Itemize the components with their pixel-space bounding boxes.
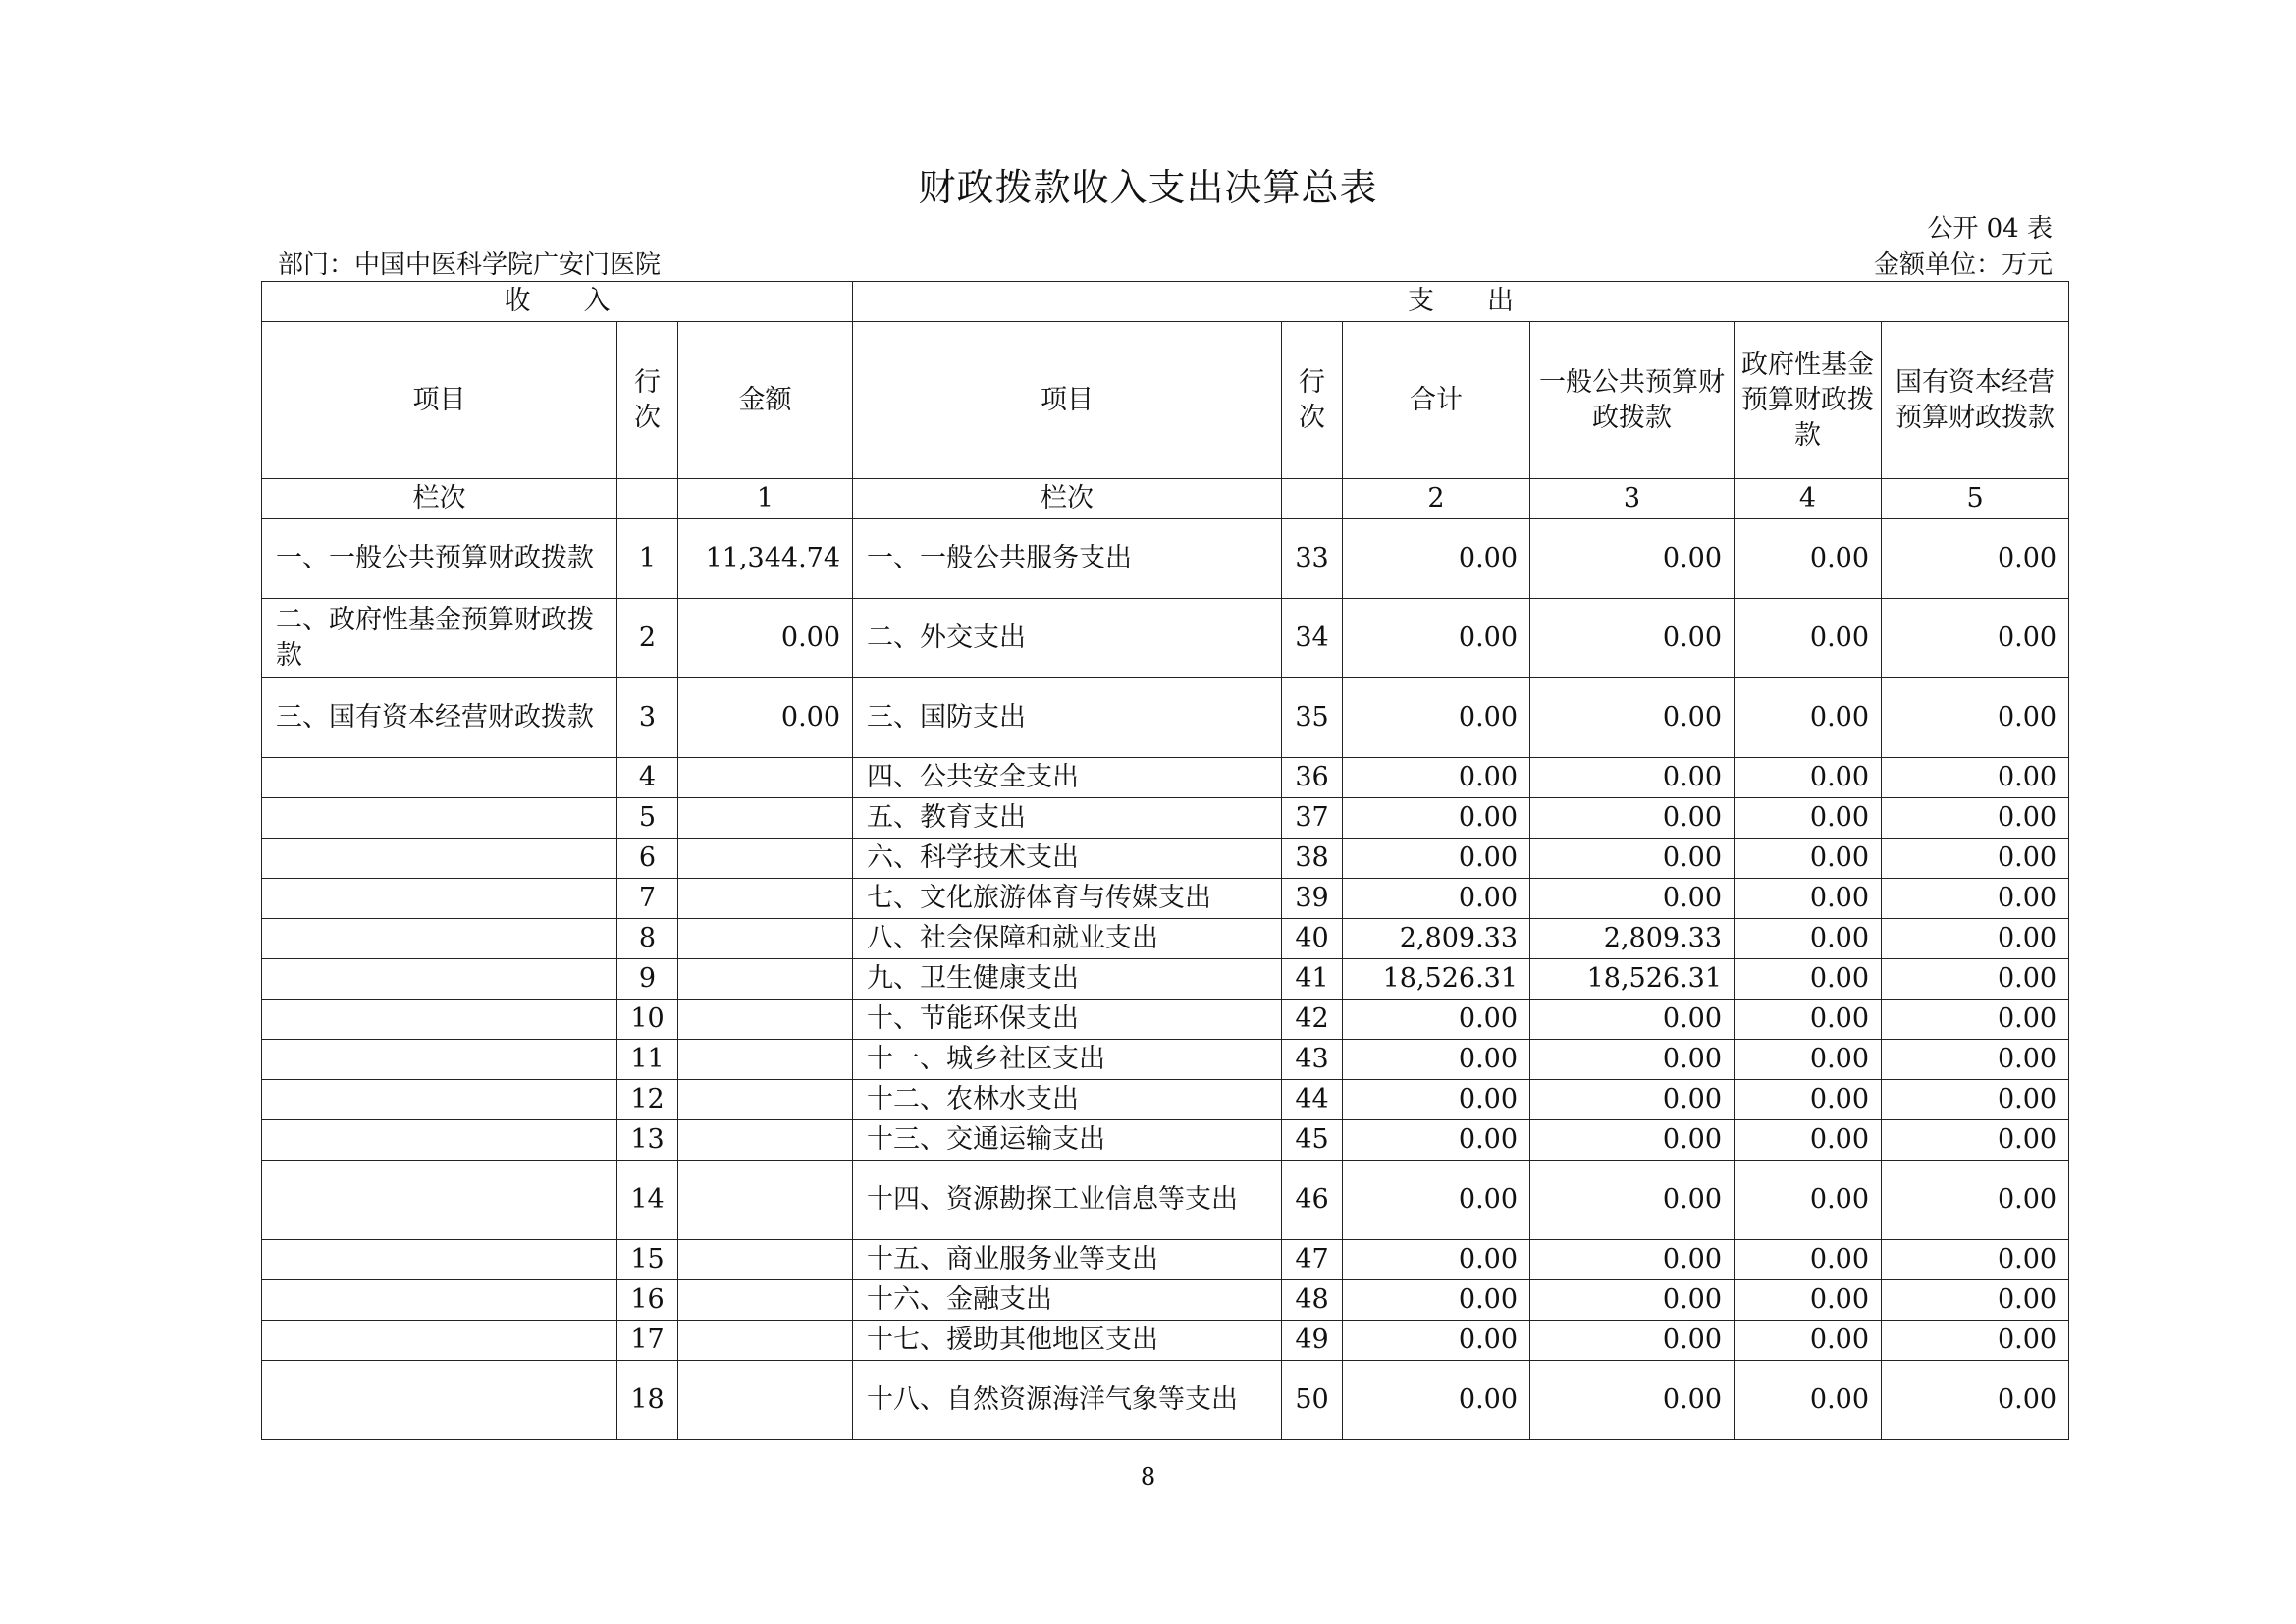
total-cell: 0.00: [1343, 678, 1530, 758]
income-row-no-cell: 8: [617, 919, 678, 959]
income-row-no-cell: 13: [617, 1120, 678, 1161]
state-capital-cell: 0.00: [1882, 519, 2069, 599]
expense-item-cell: 十三、交通运输支出: [853, 1120, 1282, 1161]
amount-unit-label: 金额单位：万元: [1873, 250, 2053, 280]
general-budget-cell: 0.00: [1530, 1120, 1735, 1161]
income-item-cell: [262, 879, 617, 919]
expense-item-cell: 六、科学技术支出: [853, 839, 1282, 879]
state-capital-cell: 0.00: [1882, 1161, 2069, 1240]
expense-row-no-cell: 43: [1282, 1040, 1343, 1080]
expense-row-no-cell: 39: [1282, 879, 1343, 919]
income-item-cell: [262, 1000, 617, 1040]
expense-item-cell: 七、文化旅游体育与传媒支出: [853, 879, 1282, 919]
income-item-cell: [262, 1280, 617, 1321]
gov-fund-cell: 0.00: [1735, 1321, 1882, 1361]
total-cell: 18,526.31: [1343, 959, 1530, 1000]
total-cell: 0.00: [1343, 758, 1530, 798]
income-row-no-cell: 12: [617, 1080, 678, 1120]
income-row-no-cell: 1: [617, 519, 678, 599]
expense-row-no-cell: 50: [1282, 1361, 1343, 1440]
state-capital-cell: 0.00: [1882, 959, 2069, 1000]
header-income-row-no: 行次: [617, 322, 678, 479]
state-capital-cell: 0.00: [1882, 879, 2069, 919]
income-amount-cell: [678, 839, 853, 879]
page-number: 8: [1140, 1463, 1156, 1490]
income-amount-cell: [678, 879, 853, 919]
header-income-amount: 金额: [678, 322, 853, 479]
income-item-cell: [262, 959, 617, 1000]
general-budget-cell: 0.00: [1530, 678, 1735, 758]
income-item-cell: [262, 839, 617, 879]
income-amount-cell: [678, 1120, 853, 1161]
income-amount-cell: [678, 1080, 853, 1120]
income-amount-cell: [678, 1040, 853, 1080]
gov-fund-cell: 0.00: [1735, 758, 1882, 798]
income-section-header: 收 入: [262, 282, 853, 322]
gov-fund-cell: 0.00: [1735, 1080, 1882, 1120]
expense-item-cell: 十一、城乡社区支出: [853, 1040, 1282, 1080]
income-amount-cell: 0.00: [678, 678, 853, 758]
gov-fund-cell: 0.00: [1735, 599, 1882, 678]
state-capital-cell: 0.00: [1882, 1361, 2069, 1440]
income-amount-cell: [678, 1280, 853, 1321]
total-cell: 0.00: [1343, 599, 1530, 678]
income-amount-cell: 11,344.74: [678, 519, 853, 599]
general-budget-cell: 0.00: [1530, 758, 1735, 798]
budget-table: [261, 281, 2069, 1440]
expense-row-no-cell: 48: [1282, 1280, 1343, 1321]
state-capital-cell: 0.00: [1882, 1280, 2069, 1321]
table-row: [262, 1161, 2069, 1240]
header-expense-row-no: 行次: [1282, 322, 1343, 479]
income-row-no-cell: 5: [617, 798, 678, 839]
gov-fund-cell: 0.00: [1735, 1240, 1882, 1280]
total-cell: 0.00: [1343, 1280, 1530, 1321]
income-row-no-cell: 18: [617, 1361, 678, 1440]
gov-fund-cell: 0.00: [1735, 519, 1882, 599]
state-capital-cell: 0.00: [1882, 758, 2069, 798]
expense-row-no-cell: 41: [1282, 959, 1343, 1000]
general-budget-cell: 0.00: [1530, 839, 1735, 879]
index-col-5: 5: [1882, 479, 2069, 519]
general-budget-cell: 0.00: [1530, 798, 1735, 839]
index-income-label: 栏次: [262, 479, 617, 519]
income-row-no-cell: 7: [617, 879, 678, 919]
expense-row-no-cell: 45: [1282, 1120, 1343, 1161]
department-label: 部门：中国中医科学院广安门医院: [278, 250, 662, 280]
table-row: [262, 839, 2069, 879]
expense-section-header: 支 出: [853, 282, 2069, 322]
expense-row-no-cell: 46: [1282, 1161, 1343, 1240]
total-cell: 0.00: [1343, 839, 1530, 879]
table-row: [262, 1321, 2069, 1361]
income-row-no-cell: 4: [617, 758, 678, 798]
form-number: 公开 04 表: [1927, 214, 2053, 244]
expense-item-cell: 十六、金融支出: [853, 1280, 1282, 1321]
table-row: [262, 758, 2069, 798]
gov-fund-cell: 0.00: [1735, 1361, 1882, 1440]
income-amount-cell: [678, 798, 853, 839]
expense-item-cell: 四、公共安全支出: [853, 758, 1282, 798]
expense-row-no-cell: 34: [1282, 599, 1343, 678]
general-budget-cell: 0.00: [1530, 599, 1735, 678]
gov-fund-cell: 0.00: [1735, 1000, 1882, 1040]
total-cell: 0.00: [1343, 1000, 1530, 1040]
total-cell: 0.00: [1343, 1120, 1530, 1161]
expense-item-cell: 十七、援助其他地区支出: [853, 1321, 1282, 1361]
income-row-no-cell: 15: [617, 1240, 678, 1280]
income-amount-cell: [678, 1361, 853, 1440]
total-cell: 0.00: [1343, 1080, 1530, 1120]
table-row: [262, 678, 2069, 758]
table-row: [262, 798, 2069, 839]
expense-item-cell: 十四、资源勘探工业信息等支出: [853, 1161, 1282, 1240]
gov-fund-cell: 0.00: [1735, 959, 1882, 1000]
income-item-cell: [262, 1040, 617, 1080]
income-amount-cell: [678, 919, 853, 959]
income-amount-cell: [678, 758, 853, 798]
expense-row-no-cell: 42: [1282, 1000, 1343, 1040]
expense-row-no-cell: 36: [1282, 758, 1343, 798]
total-cell: 0.00: [1343, 1161, 1530, 1240]
total-cell: 2,809.33: [1343, 919, 1530, 959]
expense-item-cell: 三、国防支出: [853, 678, 1282, 758]
income-amount-cell: [678, 1240, 853, 1280]
general-budget-cell: 0.00: [1530, 1280, 1735, 1321]
table-row: [262, 1361, 2069, 1440]
document-title: 财政拨款收入支出决算总表: [918, 166, 1378, 209]
state-capital-cell: 0.00: [1882, 919, 2069, 959]
state-capital-cell: 0.00: [1882, 1321, 2069, 1361]
income-row-no-cell: 11: [617, 1040, 678, 1080]
table-row: [262, 1240, 2069, 1280]
total-cell: 0.00: [1343, 798, 1530, 839]
state-capital-cell: 0.00: [1882, 798, 2069, 839]
income-item-cell: [262, 798, 617, 839]
index-col-2: 2: [1343, 479, 1530, 519]
gov-fund-cell: 0.00: [1735, 1280, 1882, 1321]
income-item-cell: [262, 1321, 617, 1361]
income-row-no-cell: 3: [617, 678, 678, 758]
table-row: [262, 959, 2069, 1000]
income-amount-cell: [678, 1321, 853, 1361]
income-item-cell: [262, 919, 617, 959]
expense-item-cell: 十五、商业服务业等支出: [853, 1240, 1282, 1280]
expense-row-no-cell: 33: [1282, 519, 1343, 599]
expense-row-no-cell: 47: [1282, 1240, 1343, 1280]
income-item-cell: [262, 1080, 617, 1120]
column-header-row: [262, 322, 2069, 479]
general-budget-cell: 0.00: [1530, 1161, 1735, 1240]
expense-item-cell: 十八、自然资源海洋气象等支出: [853, 1361, 1282, 1440]
state-capital-cell: 0.00: [1882, 1040, 2069, 1080]
gov-fund-cell: 0.00: [1735, 1161, 1882, 1240]
index-expense-label: 栏次: [853, 479, 1282, 519]
index-col-4: 4: [1735, 479, 1882, 519]
header-state-capital: 国有资本经营预算财政拨款: [1882, 322, 2069, 479]
state-capital-cell: 0.00: [1882, 599, 2069, 678]
gov-fund-cell: 0.00: [1735, 1120, 1882, 1161]
table-row: [262, 919, 2069, 959]
income-amount-cell: [678, 959, 853, 1000]
income-row-no-cell: 2: [617, 599, 678, 678]
expense-item-cell: 八、社会保障和就业支出: [853, 919, 1282, 959]
expense-row-no-cell: 35: [1282, 678, 1343, 758]
table-row: [262, 1040, 2069, 1080]
column-index-row: [262, 479, 2069, 519]
section-header-row: [262, 282, 2069, 322]
general-budget-cell: 0.00: [1530, 1361, 1735, 1440]
table-row: [262, 519, 2069, 599]
income-item-cell: [262, 1361, 617, 1440]
income-amount-cell: [678, 1000, 853, 1040]
gov-fund-cell: 0.00: [1735, 798, 1882, 839]
gov-fund-cell: 0.00: [1735, 678, 1882, 758]
general-budget-cell: 18,526.31: [1530, 959, 1735, 1000]
state-capital-cell: 0.00: [1882, 1080, 2069, 1120]
expense-row-no-cell: 40: [1282, 919, 1343, 959]
general-budget-cell: 0.00: [1530, 519, 1735, 599]
income-item-cell: [262, 758, 617, 798]
general-budget-cell: 0.00: [1530, 1040, 1735, 1080]
index-income-amount: 1: [678, 479, 853, 519]
header-total: 合计: [1343, 322, 1530, 479]
income-row-no-cell: 17: [617, 1321, 678, 1361]
index-income-row-no: [617, 479, 678, 519]
table-row: [262, 599, 2069, 678]
income-row-no-cell: 16: [617, 1280, 678, 1321]
income-row-no-cell: 6: [617, 839, 678, 879]
table-row: [262, 1080, 2069, 1120]
income-row-no-cell: 14: [617, 1161, 678, 1240]
total-cell: 0.00: [1343, 519, 1530, 599]
total-cell: 0.00: [1343, 1040, 1530, 1080]
expense-item-cell: 十、节能环保支出: [853, 1000, 1282, 1040]
income-item-cell: 一、一般公共预算财政拨款: [262, 519, 617, 599]
state-capital-cell: 0.00: [1882, 1120, 2069, 1161]
gov-fund-cell: 0.00: [1735, 1040, 1882, 1080]
table-row: [262, 1280, 2069, 1321]
state-capital-cell: 0.00: [1882, 1000, 2069, 1040]
header-expense-item: 项目: [853, 322, 1282, 479]
total-cell: 0.00: [1343, 1361, 1530, 1440]
general-budget-cell: 0.00: [1530, 1321, 1735, 1361]
expense-row-no-cell: 38: [1282, 839, 1343, 879]
general-budget-cell: 2,809.33: [1530, 919, 1735, 959]
gov-fund-cell: 0.00: [1735, 839, 1882, 879]
income-item-cell: [262, 1161, 617, 1240]
header-income-item: 项目: [262, 322, 617, 479]
header-gov-fund: 政府性基金预算财政拨款: [1735, 322, 1882, 479]
index-expense-row-no: [1282, 479, 1343, 519]
general-budget-cell: 0.00: [1530, 1000, 1735, 1040]
income-amount-cell: 0.00: [678, 599, 853, 678]
expense-item-cell: 九、卫生健康支出: [853, 959, 1282, 1000]
total-cell: 0.00: [1343, 1321, 1530, 1361]
expense-row-no-cell: 37: [1282, 798, 1343, 839]
general-budget-cell: 0.00: [1530, 879, 1735, 919]
total-cell: 0.00: [1343, 879, 1530, 919]
expense-item-cell: 十二、农林水支出: [853, 1080, 1282, 1120]
income-amount-cell: [678, 1161, 853, 1240]
state-capital-cell: 0.00: [1882, 1240, 2069, 1280]
table-row: [262, 1000, 2069, 1040]
header-general-budget: 一般公共预算财政拨款: [1530, 322, 1735, 479]
index-col-3: 3: [1530, 479, 1735, 519]
income-item-cell: 三、国有资本经营财政拨款: [262, 678, 617, 758]
expense-item-cell: 五、教育支出: [853, 798, 1282, 839]
table-row: [262, 879, 2069, 919]
income-row-no-cell: 10: [617, 1000, 678, 1040]
expense-item-cell: 一、一般公共服务支出: [853, 519, 1282, 599]
income-row-no-cell: 9: [617, 959, 678, 1000]
state-capital-cell: 0.00: [1882, 678, 2069, 758]
general-budget-cell: 0.00: [1530, 1240, 1735, 1280]
state-capital-cell: 0.00: [1882, 839, 2069, 879]
total-cell: 0.00: [1343, 1240, 1530, 1280]
general-budget-cell: 0.00: [1530, 1080, 1735, 1120]
expense-row-no-cell: 44: [1282, 1080, 1343, 1120]
income-item-cell: [262, 1240, 617, 1280]
table-row: [262, 1120, 2069, 1161]
income-item-cell: 二、政府性基金预算财政拨款: [262, 599, 617, 678]
gov-fund-cell: 0.00: [1735, 919, 1882, 959]
gov-fund-cell: 0.00: [1735, 879, 1882, 919]
income-item-cell: [262, 1120, 617, 1161]
expense-row-no-cell: 49: [1282, 1321, 1343, 1361]
expense-item-cell: 二、外交支出: [853, 599, 1282, 678]
